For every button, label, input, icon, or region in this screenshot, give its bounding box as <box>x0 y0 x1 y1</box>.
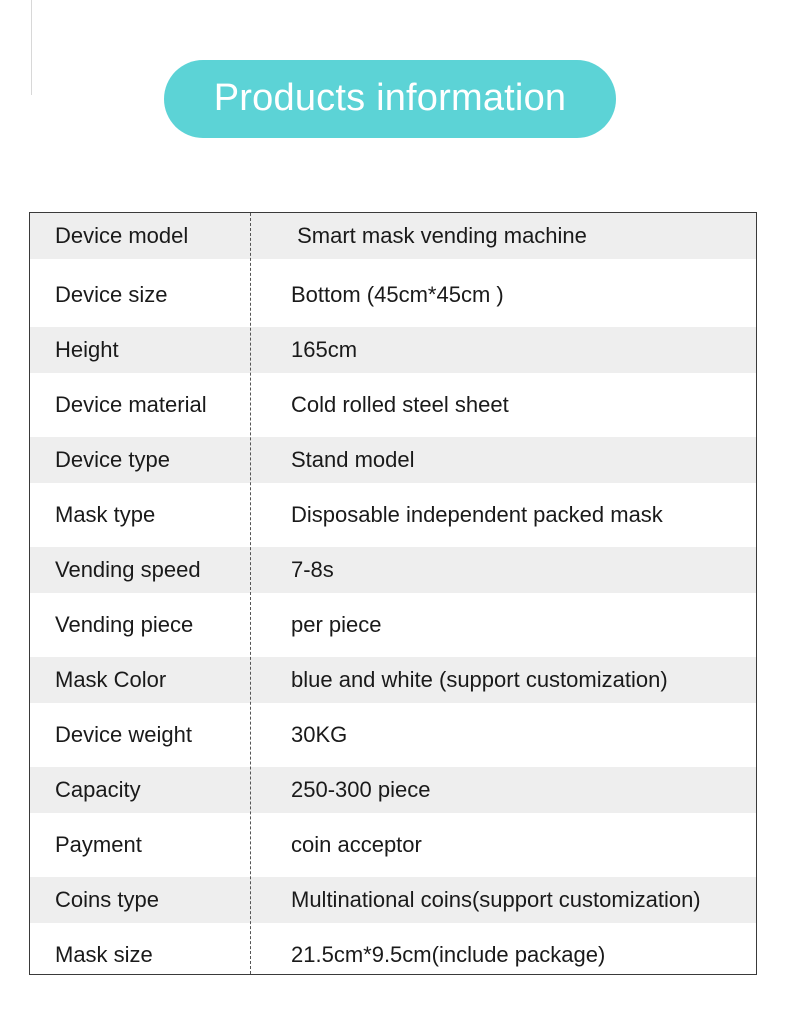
spec-value: Cold rolled steel sheet <box>291 392 509 417</box>
spec-value: per piece <box>291 612 382 637</box>
spec-value: 165cm <box>291 337 358 362</box>
spec-value: 7-8s <box>291 557 334 582</box>
spec-label: Vending speed <box>55 557 201 582</box>
spec-value: 250-300 piece <box>291 777 431 802</box>
spec-label: Device size <box>55 282 168 307</box>
spec-label: Capacity <box>55 777 141 802</box>
spec-label: Coins type <box>55 887 159 912</box>
spec-label: Payment <box>55 832 142 857</box>
spec-row-payment <box>30 822 756 868</box>
left-edge-line <box>31 0 32 95</box>
spec-label: Mask type <box>55 502 156 527</box>
spec-label: Device type <box>55 447 170 472</box>
spec-value: 21.5cm*9.5cm(include package) <box>291 942 606 967</box>
column-divider <box>250 213 251 974</box>
spec-label: Device weight <box>55 722 192 747</box>
title-banner <box>164 60 616 138</box>
spec-row-mask-color <box>30 657 756 703</box>
spec-row-vending-piece <box>30 602 756 648</box>
spec-value: coin acceptor <box>291 832 422 857</box>
spec-value: Multinational coins(support customization) <box>291 887 701 912</box>
spec-row-device-model <box>30 213 756 259</box>
spec-label: Device model <box>55 223 189 248</box>
spec-label: Mask Color <box>55 667 167 692</box>
spec-value: Stand model <box>291 447 415 472</box>
spec-row-device-type <box>30 437 756 483</box>
spec-row-vending-speed <box>30 547 756 593</box>
spec-value: Smart mask vending machine <box>291 223 587 248</box>
spec-label: Vending piece <box>55 612 194 637</box>
spec-value: 30KG <box>291 722 348 747</box>
spec-value: Disposable independent packed mask <box>291 502 663 527</box>
spec-row-mask-size <box>30 932 756 975</box>
spec-row-capacity <box>30 767 756 813</box>
spec-label: Device material <box>55 392 207 417</box>
spec-label: Height <box>55 337 119 362</box>
spec-row-device-weight <box>30 712 756 758</box>
page-title: Products information <box>213 76 567 119</box>
spec-row-device-material <box>30 382 756 428</box>
spec-row-coins-type <box>30 877 756 923</box>
spec-row-device-size <box>30 272 756 318</box>
spec-table <box>29 212 757 975</box>
spec-row-height <box>30 327 756 373</box>
spec-value: Bottom (45cm*45cm ) <box>291 282 504 307</box>
spec-label: Mask size <box>55 942 153 967</box>
spec-row-mask-type <box>30 492 756 538</box>
spec-value: blue and white (support customization) <box>291 667 668 692</box>
